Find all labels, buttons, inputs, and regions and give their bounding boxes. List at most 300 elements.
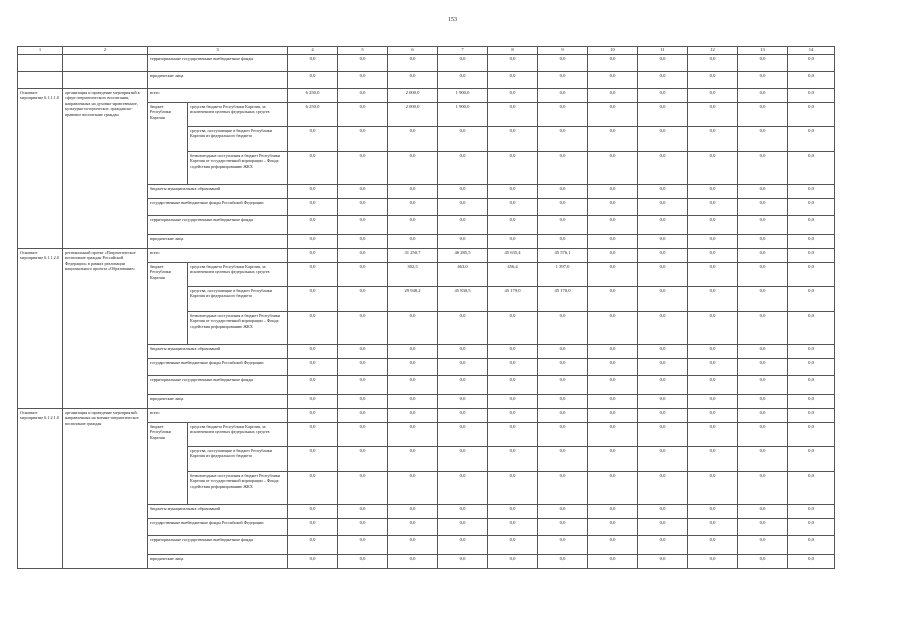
value-cell: 0,0: [738, 505, 788, 519]
empty-cell: [18, 55, 63, 72]
value-cell: 0,0: [488, 72, 538, 89]
value-cell: 0,0: [288, 55, 338, 72]
value-cell: 0,0: [438, 519, 488, 536]
value-cell: 0,0: [338, 185, 388, 199]
value-cell: 0,0: [338, 447, 388, 472]
value-cell: 0,0: [638, 376, 688, 395]
value-cell: 0,0: [588, 287, 638, 312]
value-cell: 0,0: [588, 447, 638, 472]
source-label: средства бюджета Республики Карелия, за исключением целевых федеральных средств: [188, 423, 288, 447]
value-cell: 0,0: [738, 89, 788, 103]
value-cell: 0,0: [488, 216, 538, 235]
value-cell: 0,0: [338, 127, 388, 152]
value-cell: 0,0: [788, 103, 835, 127]
value-cell: 0,0: [588, 555, 638, 569]
value-cell: 0,0: [588, 472, 638, 505]
value-cell: 0,0: [338, 519, 388, 536]
value-cell: 0,0: [338, 249, 388, 263]
value-cell: 0,0: [638, 152, 688, 185]
value-cell: 0,0: [538, 555, 588, 569]
value-cell: 6 250,0: [288, 89, 338, 103]
value-cell: 0,0: [538, 103, 588, 127]
value-cell: 0,0: [638, 185, 688, 199]
column-number: 9: [538, 47, 588, 55]
budget-rk-label: бюджет Республики Карелия: [148, 263, 188, 345]
value-cell: 0,0: [488, 536, 538, 555]
value-cell: 6 250,0: [288, 103, 338, 127]
value-cell: 0,0: [288, 249, 338, 263]
value-cell: 0,0: [288, 447, 338, 472]
value-cell: 463,0: [438, 263, 488, 287]
value-cell: 0,0: [788, 185, 835, 199]
value-cell: 0,0: [538, 447, 588, 472]
value-cell: 0,0: [288, 263, 338, 287]
value-cell: 0,0: [588, 263, 638, 287]
column-number: 3: [148, 47, 288, 55]
value-cell: 0,0: [338, 235, 388, 249]
value-cell: 0,0: [338, 345, 388, 359]
value-cell: 0,0: [588, 152, 638, 185]
value-cell: 0,0: [538, 519, 588, 536]
value-cell: 0,0: [488, 235, 538, 249]
source-label: территориальные государственные внебюджетные фонды: [148, 55, 288, 72]
value-cell: 0,0: [488, 55, 538, 72]
value-cell: 0,0: [338, 152, 388, 185]
value-cell: 0,0: [488, 345, 538, 359]
value-cell: 0,0: [538, 536, 588, 555]
value-cell: 0,0: [638, 55, 688, 72]
value-cell: 0,0: [788, 55, 835, 72]
value-cell: 0,0: [338, 359, 388, 376]
value-cell: 0,0: [638, 345, 688, 359]
value-cell: 0,0: [388, 395, 438, 409]
value-cell: 0,0: [488, 423, 538, 447]
value-cell: 0,0: [288, 395, 338, 409]
value-cell: 0,0: [488, 89, 538, 103]
value-cell: 0,0: [388, 216, 438, 235]
value-cell: 0,0: [338, 199, 388, 216]
value-cell: 0,0: [638, 312, 688, 345]
value-cell: 0,0: [688, 359, 738, 376]
value-cell: 0,0: [288, 127, 338, 152]
source-label: юридические лица: [148, 395, 288, 409]
activity-name: региональный проект «Патриотическое воспитание граждан Российской Федерации» в рамках реализации национального проекта «Образование»: [63, 249, 148, 409]
value-cell: 0,0: [288, 287, 338, 312]
value-cell: 0,0: [388, 472, 438, 505]
source-label: средства, поступающие в бюджет Республики Карелия из федерального бюджета: [188, 447, 288, 472]
source-label: государственные внебюджетные фонды Российской Федерации: [148, 359, 288, 376]
budget-rk-label: бюджет Республики Карелия: [148, 103, 188, 185]
value-cell: 0,0: [638, 395, 688, 409]
value-cell: 0,0: [488, 555, 538, 569]
budget-rk-label: бюджет Республики Карелия: [148, 423, 188, 505]
value-cell: 1 900,0: [438, 89, 488, 103]
value-cell: 0,0: [738, 359, 788, 376]
value-cell: 0,0: [338, 376, 388, 395]
source-label: юридические лица: [148, 555, 288, 569]
value-cell: 0,0: [788, 409, 835, 423]
value-cell: 0,0: [588, 235, 638, 249]
value-cell: 0,0: [488, 505, 538, 519]
value-cell: 0,0: [538, 152, 588, 185]
value-cell: 0,0: [438, 345, 488, 359]
value-cell: 0,0: [688, 409, 738, 423]
value-cell: 0,0: [538, 55, 588, 72]
budget-table-body: [18, 47, 835, 569]
value-cell: 0,0: [638, 199, 688, 216]
value-cell: 0,0: [738, 199, 788, 216]
value-cell: 0,0: [538, 423, 588, 447]
column-number: 5: [338, 47, 388, 55]
activity-name: организация и проведение мероприятий, направленных на военно-патриотическое воспитание граждан: [63, 409, 148, 569]
value-cell: 0,0: [438, 395, 488, 409]
value-cell: 0,0: [338, 72, 388, 89]
value-cell: 0,0: [538, 312, 588, 345]
value-cell: 0,0: [538, 127, 588, 152]
value-cell: 0,0: [738, 447, 788, 472]
value-cell: 0,0: [288, 199, 338, 216]
value-cell: 0,0: [638, 472, 688, 505]
value-cell: 0,0: [488, 519, 538, 536]
value-cell: 0,0: [588, 199, 638, 216]
value-cell: 0,0: [638, 423, 688, 447]
value-cell: 0,0: [388, 359, 438, 376]
value-cell: 0,0: [638, 235, 688, 249]
value-cell: 0,0: [488, 472, 538, 505]
budget-table: [17, 46, 835, 569]
empty-cell: [18, 72, 63, 89]
value-cell: 0,0: [588, 249, 638, 263]
source-label: бюджеты муниципальных образований: [148, 345, 288, 359]
value-cell: 0,0: [588, 89, 638, 103]
value-cell: 0,0: [688, 72, 738, 89]
value-cell: 0,0: [788, 127, 835, 152]
source-label: средства бюджета Республики Карелия, за исключением целевых федеральных средств: [188, 263, 288, 287]
value-cell: 0,0: [388, 152, 438, 185]
value-cell: 0,0: [338, 536, 388, 555]
value-cell: 0,0: [288, 519, 338, 536]
value-cell: 0,0: [688, 55, 738, 72]
value-cell: 0,0: [638, 89, 688, 103]
value-cell: 0,0: [688, 103, 738, 127]
source-label: территориальные государственные внебюджетные фонды: [148, 216, 288, 235]
value-cell: 0,0: [688, 185, 738, 199]
source-label: безвозмездные поступления в бюджет Республики Карелия от государственной корпорации – Фонда содействия реформированию ЖКХ: [188, 152, 288, 185]
value-cell: 0,0: [438, 127, 488, 152]
value-cell: 0,0: [738, 152, 788, 185]
value-cell: 0,0: [788, 89, 835, 103]
value-cell: 0,0: [638, 72, 688, 89]
value-cell: 0,0: [338, 423, 388, 447]
value-cell: 0,0: [638, 127, 688, 152]
value-cell: 0,0: [738, 263, 788, 287]
activity-kind: Основное мероприятие 6.1.1.1.0: [18, 89, 63, 249]
value-cell: 0,0: [688, 345, 738, 359]
value-cell: 0,0: [388, 447, 438, 472]
column-number: 1: [18, 47, 63, 55]
value-cell: 0,0: [388, 312, 438, 345]
value-cell: 0,0: [738, 55, 788, 72]
value-cell: 0,0: [688, 447, 738, 472]
value-cell: 0,0: [338, 103, 388, 127]
value-cell: 1 397,0: [538, 263, 588, 287]
value-cell: 0,0: [688, 199, 738, 216]
value-cell: 0,0: [638, 505, 688, 519]
value-cell: 0,0: [438, 359, 488, 376]
block-row: [18, 409, 835, 423]
value-cell: 0,0: [688, 395, 738, 409]
source-label: территориальные государственные внебюджетные фонды: [148, 376, 288, 395]
value-cell: 0,0: [438, 235, 488, 249]
value-cell: 0,0: [788, 447, 835, 472]
value-cell: 0,0: [488, 127, 538, 152]
value-cell: 0,0: [688, 287, 738, 312]
value-cell: 0,0: [738, 345, 788, 359]
continuation-row: [18, 72, 835, 89]
source-label: всего: [148, 409, 288, 423]
value-cell: 0,0: [488, 152, 538, 185]
value-cell: 0,0: [438, 152, 488, 185]
value-cell: 0,0: [438, 376, 488, 395]
value-cell: 0,0: [288, 345, 338, 359]
column-number: 2: [63, 47, 148, 55]
value-cell: 0,0: [788, 555, 835, 569]
value-cell: 0,0: [638, 536, 688, 555]
source-label: юридические лица: [148, 235, 288, 249]
value-cell: 0,0: [488, 409, 538, 423]
value-cell: 0,0: [388, 409, 438, 423]
value-cell: 0,0: [488, 447, 538, 472]
value-cell: 0,0: [588, 312, 638, 345]
value-cell: 0,0: [588, 103, 638, 127]
value-cell: 0,0: [688, 216, 738, 235]
value-cell: 0,0: [288, 152, 338, 185]
source-label: бюджеты муниципальных образований: [148, 185, 288, 199]
value-cell: 0,0: [788, 216, 835, 235]
value-cell: 0,0: [688, 312, 738, 345]
source-label: территориальные государственные внебюджетные фонды: [148, 536, 288, 555]
value-cell: 0,0: [788, 395, 835, 409]
value-cell: 0,0: [638, 519, 688, 536]
value-cell: 0,0: [338, 312, 388, 345]
value-cell: 0,0: [738, 287, 788, 312]
value-cell: 0,0: [538, 199, 588, 216]
value-cell: 45 170,0: [538, 287, 588, 312]
column-number: 12: [688, 47, 738, 55]
value-cell: 0,0: [338, 505, 388, 519]
column-number: 6: [388, 47, 438, 55]
value-cell: 0,0: [488, 312, 538, 345]
value-cell: 0,0: [788, 249, 835, 263]
value-cell: 0,0: [388, 235, 438, 249]
value-cell: 0,0: [638, 555, 688, 569]
value-cell: 45 179,0: [488, 287, 538, 312]
value-cell: 0,0: [738, 312, 788, 345]
value-cell: 0,0: [788, 345, 835, 359]
value-cell: 0,0: [788, 376, 835, 395]
value-cell: 45 830,5: [438, 287, 488, 312]
value-cell: 0,0: [288, 359, 338, 376]
value-cell: 0,0: [438, 423, 488, 447]
value-cell: 0,0: [538, 235, 588, 249]
value-cell: 0,0: [788, 72, 835, 89]
value-cell: 0,0: [388, 127, 438, 152]
value-cell: 0,0: [688, 536, 738, 555]
value-cell: 0,0: [688, 423, 738, 447]
value-cell: 0,0: [688, 235, 738, 249]
value-cell: 0,0: [538, 395, 588, 409]
value-cell: 0,0: [788, 235, 835, 249]
value-cell: 0,0: [738, 409, 788, 423]
value-cell: 0,0: [288, 555, 338, 569]
source-label: безвозмездные поступления в бюджет Республики Карелия от государственной корпорации – Фонда содействия реформированию ЖКХ: [188, 312, 288, 345]
value-cell: 0,0: [488, 359, 538, 376]
value-cell: 0,0: [688, 505, 738, 519]
value-cell: 0,0: [688, 263, 738, 287]
value-cell: 0,0: [788, 359, 835, 376]
value-cell: 456,4: [488, 263, 538, 287]
empty-cell: [63, 72, 148, 89]
value-cell: 0,0: [688, 127, 738, 152]
value-cell: 0,0: [738, 216, 788, 235]
value-cell: 0,0: [538, 359, 588, 376]
activity-name: организация и проведение мероприятий в сфере патриотического воспитания, направленных на духовно-нравственное, культурно-историческое, гражданско-правовое воспитание граждан: [63, 89, 148, 249]
value-cell: 0,0: [588, 423, 638, 447]
value-cell: 0,0: [638, 409, 688, 423]
value-cell: 0,0: [438, 185, 488, 199]
source-label: всего: [148, 89, 288, 103]
value-cell: 0,0: [588, 376, 638, 395]
value-cell: 0,0: [588, 359, 638, 376]
value-cell: 0,0: [338, 89, 388, 103]
value-cell: 0,0: [688, 376, 738, 395]
value-cell: 0,0: [538, 345, 588, 359]
value-cell: 0,0: [388, 185, 438, 199]
value-cell: 0,0: [288, 505, 338, 519]
value-cell: 0,0: [588, 72, 638, 89]
value-cell: 0,0: [738, 249, 788, 263]
value-cell: 45 576,1: [538, 249, 588, 263]
value-cell: 0,0: [338, 216, 388, 235]
value-cell: 0,0: [388, 55, 438, 72]
value-cell: 0,0: [638, 103, 688, 127]
value-cell: 0,0: [388, 519, 438, 536]
value-cell: 0,0: [288, 376, 338, 395]
value-cell: 0,0: [688, 519, 738, 536]
value-cell: 0,0: [338, 287, 388, 312]
value-cell: 0,0: [388, 199, 438, 216]
value-cell: 0,0: [788, 199, 835, 216]
value-cell: 0,0: [388, 505, 438, 519]
value-cell: 0,0: [538, 185, 588, 199]
empty-cell: [63, 55, 148, 72]
value-cell: 0,0: [538, 376, 588, 395]
continuation-row: [18, 55, 835, 72]
value-cell: 0,0: [438, 409, 488, 423]
value-cell: 0,0: [488, 199, 538, 216]
column-number: 14: [788, 47, 835, 55]
value-cell: 0,0: [438, 72, 488, 89]
value-cell: 0,0: [588, 519, 638, 536]
value-cell: 0,0: [688, 89, 738, 103]
value-cell: 0,0: [538, 472, 588, 505]
value-cell: 0,0: [288, 409, 338, 423]
source-label: безвозмездные поступления в бюджет Республики Карелия от государственной корпорации – Фонда содействия реформированию ЖКХ: [188, 472, 288, 505]
value-cell: 0,0: [788, 263, 835, 287]
value-cell: 0,0: [488, 395, 538, 409]
source-label: средства бюджета Республики Карелия, за исключением целевых федеральных средств: [188, 103, 288, 127]
value-cell: 0,0: [388, 345, 438, 359]
value-cell: 0,0: [438, 55, 488, 72]
value-cell: 0,0: [488, 103, 538, 127]
value-cell: 0,0: [638, 359, 688, 376]
value-cell: 0,0: [288, 185, 338, 199]
value-cell: 0,0: [588, 409, 638, 423]
value-cell: 2 000,0: [388, 89, 438, 103]
value-cell: 0,0: [538, 89, 588, 103]
block-row: [18, 249, 835, 263]
value-cell: 0,0: [638, 216, 688, 235]
value-cell: 0,0: [738, 185, 788, 199]
value-cell: 0,0: [288, 536, 338, 555]
source-label: государственные внебюджетные фонды Российской Федерации: [148, 199, 288, 216]
value-cell: 0,0: [788, 423, 835, 447]
value-cell: 0,0: [538, 216, 588, 235]
column-number: 4: [288, 47, 338, 55]
value-cell: 302,5: [388, 263, 438, 287]
value-cell: 0,0: [738, 395, 788, 409]
value-cell: 0,0: [488, 185, 538, 199]
value-cell: 0,0: [738, 536, 788, 555]
value-cell: 0,0: [338, 472, 388, 505]
value-cell: 0,0: [388, 536, 438, 555]
page-number: 153: [448, 17, 457, 23]
value-cell: 0,0: [338, 555, 388, 569]
value-cell: 0,0: [388, 423, 438, 447]
value-cell: 0,0: [488, 376, 538, 395]
value-cell: 0,0: [588, 395, 638, 409]
value-cell: 0,0: [738, 423, 788, 447]
value-cell: 0,0: [738, 472, 788, 505]
source-label: юридические лица: [148, 72, 288, 89]
value-cell: 45 635,4: [488, 249, 538, 263]
value-cell: 0,0: [588, 216, 638, 235]
value-cell: 0,0: [438, 216, 488, 235]
source-label: средства, поступающие в бюджет Республики Карелия из федерального бюджета: [188, 127, 288, 152]
column-number: 10: [588, 47, 638, 55]
value-cell: 0,0: [538, 505, 588, 519]
value-cell: 0,0: [438, 505, 488, 519]
value-cell: 31 250,7: [388, 249, 438, 263]
value-cell: 0,0: [638, 263, 688, 287]
value-cell: 0,0: [338, 55, 388, 72]
value-cell: 0,0: [588, 536, 638, 555]
value-cell: 0,0: [788, 152, 835, 185]
value-cell: 0,0: [788, 536, 835, 555]
value-cell: 0,0: [738, 72, 788, 89]
value-cell: 0,0: [288, 472, 338, 505]
source-label: средства, поступающие в бюджет Республики Карелия из федерального бюджета: [188, 287, 288, 312]
value-cell: 0,0: [588, 127, 638, 152]
value-cell: 0,0: [538, 409, 588, 423]
value-cell: 0,0: [638, 249, 688, 263]
value-cell: 0,0: [788, 505, 835, 519]
column-number: 7: [438, 47, 488, 55]
value-cell: 0,0: [288, 216, 338, 235]
value-cell: 0,0: [688, 472, 738, 505]
column-number: 8: [488, 47, 538, 55]
value-cell: 0,0: [738, 127, 788, 152]
